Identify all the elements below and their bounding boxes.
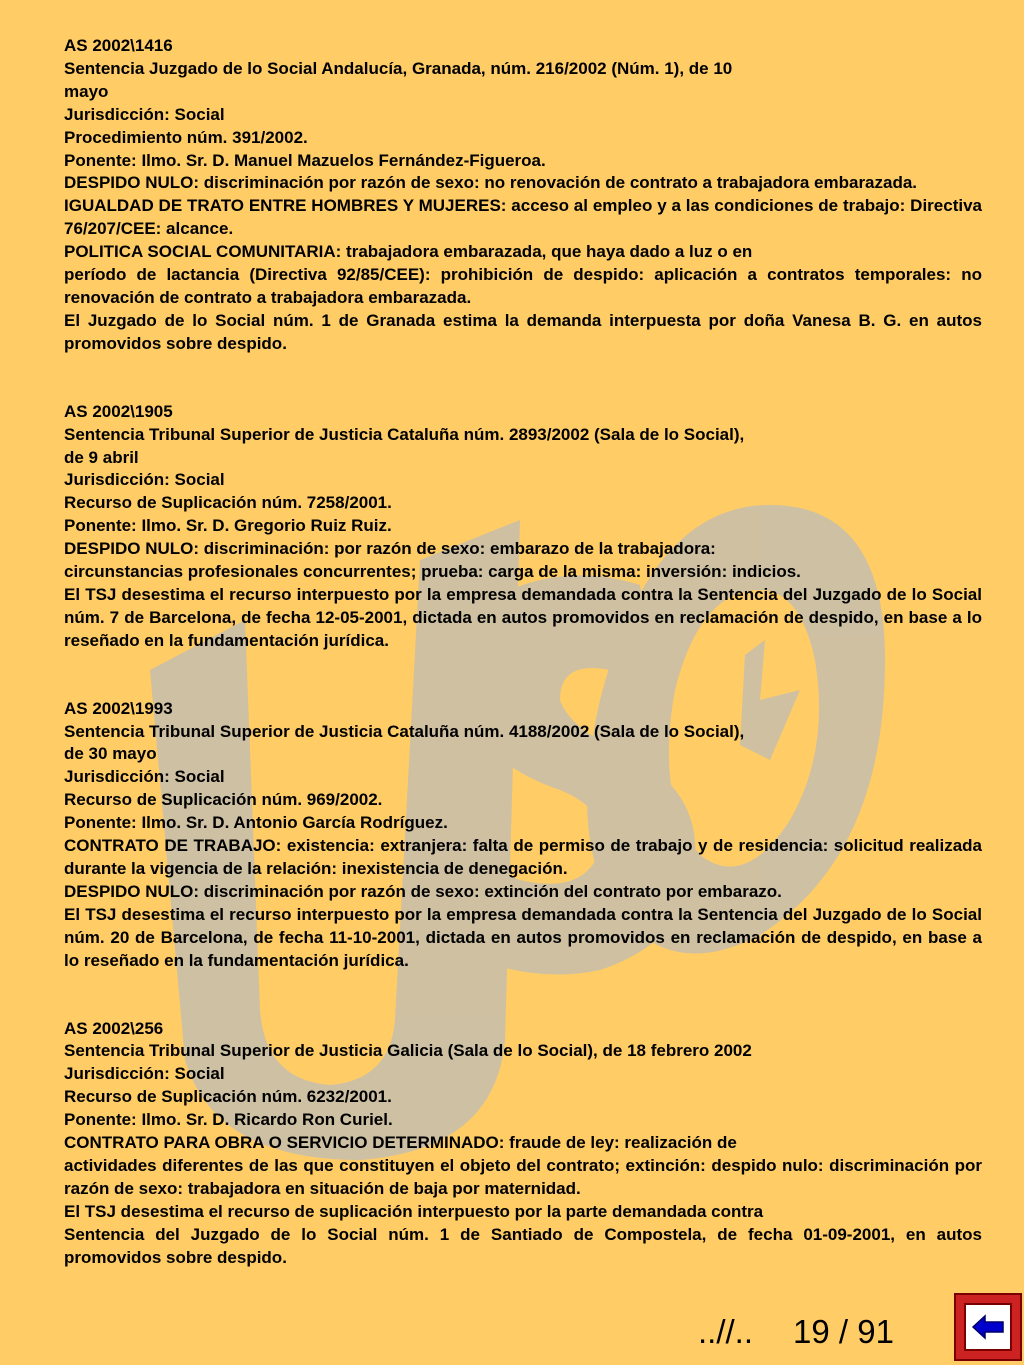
continuation-marker: ..//.. — [698, 1313, 754, 1350]
case-text-line: Jurisdicción: Social — [64, 1064, 225, 1084]
case-text-line: Sentencia Tribunal Superior de Justicia Cataluña núm. 2893/2002 (Sala de lo Social), — [64, 424, 745, 444]
case-text-line: IGUALDAD DE TRATO ENTRE HOMBRES Y MUJERES: acceso al empleo y a las condiciones de trabajo: Directiva 76/207/CEE: alcance. — [64, 196, 982, 239]
case-text-line: Recurso de Suplicación núm. 969/2002. — [64, 790, 383, 810]
case-text-line: Jurisdicción: Social — [64, 104, 225, 124]
case-text-line: de 9 abril — [64, 447, 139, 467]
case-text-line: Recurso de Suplicación núm. 7258/2001. — [64, 493, 392, 513]
case-text-line: de 30 mayo — [64, 744, 157, 764]
case-text-line: Jurisdicción: Social — [64, 470, 225, 490]
case-text-line: POLITICA SOCIAL COMUNITARIA: trabajadora embarazada, que haya dado a luz o en — [64, 242, 753, 262]
case-text-line: DESPIDO NULO: discriminación por razón de sexo: no renovación de contrato a trabajadora embarazada. — [64, 173, 918, 193]
case-text-line: actividades diferentes de las que constituyen el objeto del contrato; extinción: despido nulo: discriminación por razón de sexo: trabajadora en situación de baja por maternidad. — [64, 1155, 982, 1198]
entry-spacer — [64, 653, 982, 698]
case-text-line: Ponente: Ilmo. Sr. D. Ricardo Ron Curiel. — [64, 1110, 393, 1130]
case-reference: AS 2002\1416 — [64, 36, 173, 55]
entry-spacer — [64, 356, 982, 401]
back-button-face — [964, 1303, 1012, 1351]
case-text-line: El TSJ desestima el recurso interpuesto por la empresa demandada contra la Sentencia del Juzgado de lo Social núm. 20 de Barcelona, de fecha 11-10-2001, dictada en autos promovidos en reclamación de despido, en base a lo reseñado en la fundamentación jurídica. — [64, 904, 982, 970]
case-text-line: CONTRATO PARA OBRA O SERVICIO DETERMINADO: fraude de ley: realización de — [64, 1133, 737, 1153]
case-entry — [64, 1018, 982, 1270]
case-text-line: Sentencia del Juzgado de lo Social núm. 1 de Santiado de Compostela, de fecha 01-09-2001, en autos promovidos sobre despido. — [64, 1224, 982, 1267]
case-text-line: El TSJ desestima el recurso interpuesto por la empresa demandada contra la Sentencia del Juzgado de lo Social núm. 7 de Barcelona, de fecha 12-05-2001, dictada en autos promovidos en reclamación de despido, en base a lo reseñado en la fundamentación jurídica. — [64, 584, 982, 650]
case-entry — [64, 698, 982, 973]
case-reference: AS 2002\1993 — [64, 698, 173, 718]
document-body — [64, 35, 982, 1270]
case-text-line: período de lactancia (Directiva 92/85/CEE): prohibición de despido: aplicación a contratos temporales: no renovación de contrato a trabajadora embarazada. — [64, 265, 982, 307]
case-text-line: circunstancias profesionales concurrentes; prueba: carga de la misma: inversión: indicios. — [64, 562, 801, 582]
case-text-line: Procedimiento núm. 391/2002. — [64, 127, 308, 147]
back-button[interactable] — [954, 1293, 1022, 1361]
back-arrow-icon — [971, 1314, 1005, 1340]
case-text-line: DESPIDO NULO: discriminación por razón de sexo: extinción del contrato por embarazo. — [64, 881, 782, 901]
page-number: 19 / 91 — [793, 1313, 894, 1350]
page-navigation — [698, 1313, 894, 1351]
case-text-line: Ponente: Ilmo. Sr. D. Antonio García Rodríguez. — [64, 813, 448, 833]
case-text-line: El Juzgado de lo Social núm. 1 de Granada estima la demanda interpuesta por doña Vanesa B. G. en autos promovidos sobre despido. — [64, 310, 982, 353]
case-text-line: Sentencia Tribunal Superior de Justicia Galicia (Sala de lo Social), de 18 febrero 2002 — [64, 1041, 752, 1061]
case-text-line: Ponente: Ilmo. Sr. D. Manuel Mazuelos Fernández-Figueroa. — [64, 150, 546, 170]
case-reference: AS 2002\256 — [64, 1018, 164, 1038]
case-text-line: Sentencia Juzgado de lo Social Andalucía, Granada, núm. 216/2002 (Núm. 1), de 10 — [64, 58, 733, 78]
case-text-line: Jurisdicción: Social — [64, 767, 225, 787]
case-text-line: DESPIDO NULO: discriminación: por razón de sexo: embarazo de la trabajadora: — [64, 539, 716, 559]
case-text-line: El TSJ desestima el recurso de suplicación interpuesto por la parte demandada contra — [64, 1201, 764, 1221]
case-text-line: CONTRATO DE TRABAJO: existencia: extranjera: falta de permiso de trabajo y de residencia: solicitud realizada durante la vigencia de la relación: inexistencia de denegación. — [64, 836, 982, 878]
case-reference: AS 2002\1905 — [64, 401, 173, 421]
case-text-line: Sentencia Tribunal Superior de Justicia Cataluña núm. 4188/2002 (Sala de lo Social), — [64, 721, 745, 741]
entry-spacer — [64, 973, 982, 1018]
case-entry — [64, 401, 982, 653]
case-text-line: mayo — [64, 81, 109, 101]
case-text-line: Recurso de Suplicación núm. 6232/2001. — [64, 1087, 392, 1107]
case-text-line: Ponente: Ilmo. Sr. D. Gregorio Ruiz Ruiz. — [64, 516, 392, 536]
case-entry — [64, 35, 982, 356]
